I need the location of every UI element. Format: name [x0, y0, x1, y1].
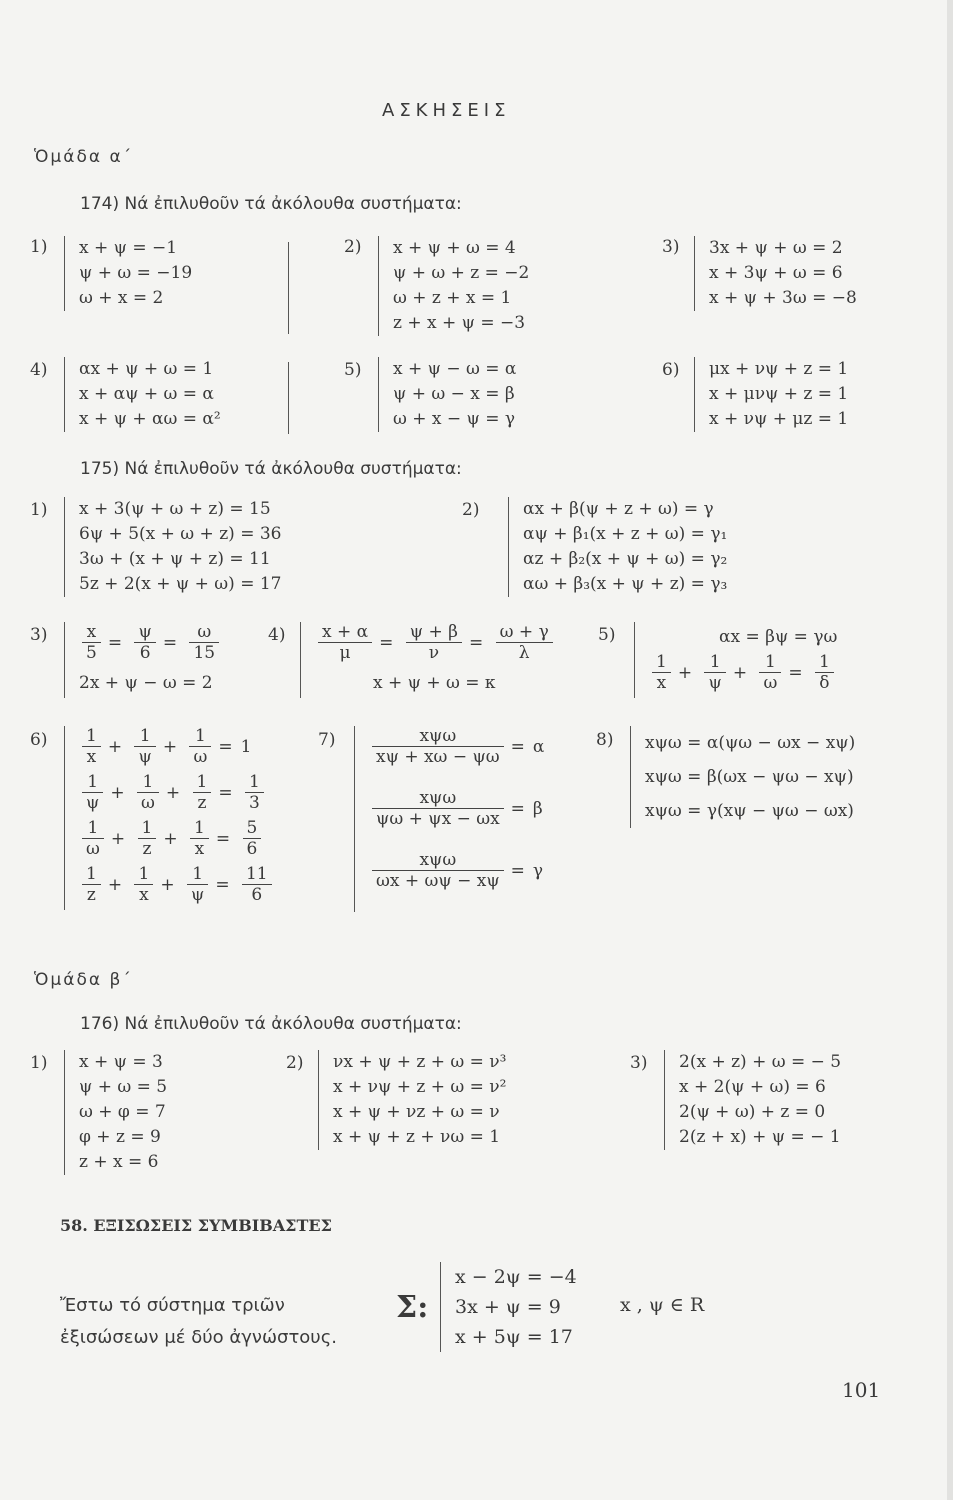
eq: x + 3ψ + ω = 6 [709, 263, 843, 283]
page-title: ΑΣΚΗΣΕΙΣ [382, 100, 511, 121]
sys-174-5 [378, 357, 516, 432]
eq: αx = βψ = γω [719, 627, 838, 647]
eq: αx + β(ψ + z + ω) = γ [523, 499, 714, 519]
numerator: 1 [194, 818, 205, 838]
denominator: x [82, 746, 101, 767]
numerator: x + α [322, 622, 369, 642]
eq: x + ψ + 3ω = −8 [709, 288, 857, 308]
eq: $\frac{1}{x}$ + $\frac{1}{\psi}$ + $\frac{1}{\omega}$ = $\frac{1}{\delta}$ [649, 652, 837, 698]
denominator: ω [759, 672, 781, 693]
denominator: ωx + ωψ − xψ [372, 870, 504, 891]
eq: αω + β₃(x + ψ + z) = γ₃ [523, 574, 728, 594]
sys-176-2 [318, 1050, 506, 1150]
eq: x + ψ + z + νω = 1 [333, 1127, 501, 1147]
numerator: 1 [196, 772, 208, 792]
eq: 2(z + x) + ψ = − 1 [679, 1127, 841, 1147]
numerator: 1 [86, 864, 97, 884]
eq: 3x + ψ = 9 [455, 1296, 561, 1318]
sys-175-6-num: 6) [30, 730, 48, 750]
eq: $\frac{x + \alpha}{\mu}$ = $\frac{\psi + \beta}{\nu}$ = $\frac{\omega + \gamma}{\lambda}$ [315, 622, 556, 668]
eq: xψω = α(ψω − ωx − xψ) [645, 733, 856, 753]
eq: ω + x = 2 [79, 288, 164, 308]
numerator: ω + γ [499, 622, 549, 642]
group-a-label: Ὁμάδα α΄ [34, 147, 134, 167]
eq: x + νψ + z + ω = ν² [333, 1077, 507, 1097]
denominator: λ [496, 642, 553, 663]
fraction [406, 622, 462, 663]
fraction [496, 622, 553, 663]
section-58-intro-line-2: ἐξισώσεων μέ δύο ἀγνώστους. [60, 1327, 337, 1348]
sys-174-1-num: 1) [30, 237, 48, 257]
sys-175-4 [300, 622, 556, 698]
eq: 6ψ + 5(x + ω + z) = 36 [79, 524, 282, 544]
denominator: ψ [704, 672, 725, 693]
numerator: ψ + β [409, 622, 458, 642]
sys-174-5-num: 5) [344, 360, 362, 380]
sys-174-4 [64, 357, 221, 432]
eq: ψ + ω + z = −2 [393, 263, 530, 283]
sys-174-6-num: 6) [662, 360, 680, 380]
eq: ω + φ = 7 [79, 1102, 166, 1122]
sys-175-2-num: 2) [462, 500, 480, 520]
sys-175-7 [354, 726, 548, 912]
fraction [652, 652, 671, 693]
sys-175-8-num: 8) [596, 730, 614, 750]
numerator: ψ [138, 622, 152, 642]
sys-174-3 [694, 236, 857, 311]
rhs: α [532, 736, 545, 757]
eq: ψ + ω − x = β [393, 384, 515, 404]
section-58-intro-line-1: Ἔστω τό σύστημα τριῶν [60, 1295, 285, 1316]
eq: x + 3(ψ + ω + z) = 15 [79, 499, 271, 519]
eq: 2(ψ + ω) + z = 0 [679, 1102, 826, 1122]
sys-176-1 [64, 1050, 167, 1175]
numerator: 11 [245, 864, 268, 884]
fraction [189, 622, 219, 663]
sys-174-6 [694, 357, 848, 432]
exercise-174-label: 174) Νά ἐπιλυθοῦν τά ἀκόλουθα συστήματα: [80, 194, 462, 214]
denominator: x [652, 672, 671, 693]
numerator: 1 [141, 818, 153, 838]
numerator: 5 [246, 818, 258, 838]
eq: x + ψ = −1 [79, 238, 178, 258]
eq: αx + ψ + ω = 1 [79, 359, 214, 379]
denominator: μ [318, 642, 372, 663]
denominator: 6 [243, 838, 262, 859]
eq: 5z + 2(x + ψ + ω) = 17 [79, 574, 282, 594]
numerator: xψω [419, 850, 457, 870]
sys-175-4-num: 4) [268, 625, 286, 645]
denominator: 6 [242, 884, 272, 905]
fraction [759, 652, 781, 693]
denominator: ψω + ψx − ωx [372, 808, 504, 829]
eq: $\frac{1}{\psi}$ + $\frac{1}{\omega}$ + $\frac{1}{z}$ = $\frac{1}{3}$ [79, 772, 275, 818]
eq: x − 2ψ = −4 [455, 1266, 577, 1288]
denominator: δ [815, 672, 834, 693]
sys-175-5 [634, 622, 837, 698]
denominator: z [82, 884, 101, 905]
denominator: 5 [82, 642, 101, 663]
eq: $\frac{\text{xψω}}{x\psi + x\omega - \psi\omega}$ = α [369, 726, 548, 788]
eq: νx + ψ + z + ω = ν³ [333, 1052, 507, 1072]
fraction [82, 622, 101, 663]
denominator: ω [137, 792, 159, 813]
sys-176-2-num: 2) [286, 1053, 304, 1073]
numerator: ω [197, 622, 212, 642]
eq: x + ψ + αω = α² [79, 409, 221, 429]
denominator: z [138, 838, 157, 859]
numerator: 1 [87, 818, 99, 838]
denominator: x [190, 838, 209, 859]
fraction [134, 622, 155, 663]
sys-175-3 [64, 622, 222, 698]
sys-175-3-num: 3) [30, 625, 48, 645]
eq: $\frac{x}{5}$ = $\frac{\psi}{6}$ = $\frac{\omega}{15}$ [79, 622, 222, 668]
eq: $\frac{\text{xψω}}{\omega x + \omega\psi - x\psi}$ = γ [369, 850, 548, 912]
eq: 2x + ψ − ω = 2 [79, 673, 213, 693]
sigma-system-label: Σ: [396, 1290, 429, 1325]
eq: xψω = β(ωx − ψω − xψ) [645, 767, 854, 787]
denominator: 15 [189, 642, 219, 663]
page-number: 101 [842, 1378, 881, 1402]
fraction [318, 622, 372, 663]
eq: ψ + ω = −19 [79, 263, 193, 283]
eq: ω + x − ψ = γ [393, 409, 516, 429]
eq: μx + νψ + z = 1 [709, 359, 849, 379]
denominator: ψ [187, 884, 208, 905]
sys-175-2 [508, 497, 727, 597]
numerator: 1 [765, 652, 776, 672]
fraction [815, 652, 834, 693]
sys-174-4-num: 4) [30, 360, 48, 380]
eq: z + x = 6 [79, 1152, 159, 1172]
exercise-176-label: 176) Νά ἐπιλυθοῦν τά ἀκόλουθα συστήματα: [80, 1014, 462, 1034]
denominator: ψ [82, 792, 103, 813]
sys-58 [440, 1262, 577, 1352]
denominator: z [193, 792, 212, 813]
eq: x + 5ψ = 17 [455, 1326, 573, 1348]
eq: ω + z + x = 1 [393, 288, 512, 308]
eq: ψ + ω = 5 [79, 1077, 168, 1097]
numerator: 1 [87, 772, 99, 792]
sys-174-2-num: 2) [344, 237, 362, 257]
page-edge [947, 0, 953, 1500]
eq: φ + z = 9 [79, 1127, 161, 1147]
sys-175-7-num: 7) [318, 730, 336, 750]
eq: 2(x + z) + ω = − 5 [679, 1052, 842, 1072]
numerator: 1 [86, 726, 97, 746]
numerator: 1 [819, 652, 830, 672]
separator [288, 362, 289, 434]
numerator: 1 [142, 772, 154, 792]
separator [288, 242, 289, 334]
sys-175-1-num: 1) [30, 500, 48, 520]
eq: x + ψ + νz + ω = ν [333, 1102, 500, 1122]
eq: $\frac{1}{\omega}$ + $\frac{1}{z}$ + $\frac{1}{x}$ = $\frac{5}{6}$ [79, 818, 275, 864]
sys-175-8 [630, 726, 855, 828]
sys-176-3 [664, 1050, 841, 1150]
denominator: ω [189, 746, 211, 767]
eq: $\frac{1}{z}$ + $\frac{1}{x}$ + $\frac{1}{\psi}$ = $\frac{11}{6}$ [79, 864, 275, 910]
sys-174-2 [378, 236, 529, 336]
sys-175-5-num: 5) [598, 625, 616, 645]
denominator: xψ + xω − ψω [372, 746, 504, 767]
sys-174-3-num: 3) [662, 237, 680, 257]
group-b-label: Ὁμάδα β΄ [34, 970, 133, 990]
denominator: ω [82, 838, 104, 859]
fraction [704, 652, 725, 693]
numerator: 1 [249, 772, 260, 792]
numerator: x [86, 622, 97, 642]
denominator: ψ [134, 746, 155, 767]
numerator: 1 [139, 726, 151, 746]
numerator: 1 [138, 864, 150, 884]
eq: x + ψ = 3 [79, 1052, 163, 1072]
rhs: β [532, 798, 543, 819]
eq: 3ω + (x + ψ + z) = 11 [79, 549, 271, 569]
eq: 3x + ψ + ω = 2 [709, 238, 843, 258]
rhs: 1 [240, 736, 252, 757]
eq: x + ψ − ω = α [393, 359, 517, 379]
rhs: γ [532, 860, 544, 881]
eq: x + ψ + ω = 4 [393, 238, 516, 258]
denominator: 3 [245, 792, 264, 813]
eq: $\frac{\text{xψω}}{\psi\omega + \psi x - \omega x}$ = β [369, 788, 548, 850]
eq: αz + β₂(x + ψ + ω) = γ₂ [523, 549, 728, 569]
numerator: 1 [195, 726, 206, 746]
numerator: 1 [709, 652, 721, 672]
sys-175-1 [64, 497, 281, 597]
numerator: 1 [656, 652, 667, 672]
eq: x + 2(ψ + ω) = 6 [679, 1077, 826, 1097]
sys-176-3-num: 3) [630, 1053, 648, 1073]
denominator: ν [406, 642, 462, 663]
eq: $\frac{1}{x}$ + $\frac{1}{\psi}$ + $\frac{1}{\omega}$ = 1 [79, 726, 275, 772]
eq: x + ψ + ω = κ [373, 673, 496, 693]
eq: x + νψ + μz = 1 [709, 409, 849, 429]
eq: xψω = γ(xψ − ψω − ωx) [645, 801, 854, 821]
numerator: xψω [419, 788, 457, 808]
numerator: 1 [192, 864, 204, 884]
section-58-heading: 58. ΕΞΙΣΩΣΕΙΣ ΣΥΜΒΙΒΑΣΤΕΣ [60, 1216, 332, 1235]
sys-174-1 [64, 236, 192, 311]
eq: z + x + ψ = −3 [393, 313, 526, 333]
denominator: x [134, 884, 153, 905]
eq: x + αψ + ω = α [79, 384, 214, 404]
sys-176-1-num: 1) [30, 1053, 48, 1073]
domain-statement: x , ψ ∈ R [620, 1294, 705, 1316]
sys-175-6 [64, 726, 275, 910]
eq: αψ + β₁(x + z + ω) = γ₁ [523, 524, 728, 544]
denominator: 6 [134, 642, 155, 663]
numerator: xψω [419, 726, 457, 746]
exercise-175-label: 175) Νά ἐπιλυθοῦν τά ἀκόλουθα συστήματα: [80, 459, 462, 479]
eq: x + μνψ + z = 1 [709, 384, 849, 404]
